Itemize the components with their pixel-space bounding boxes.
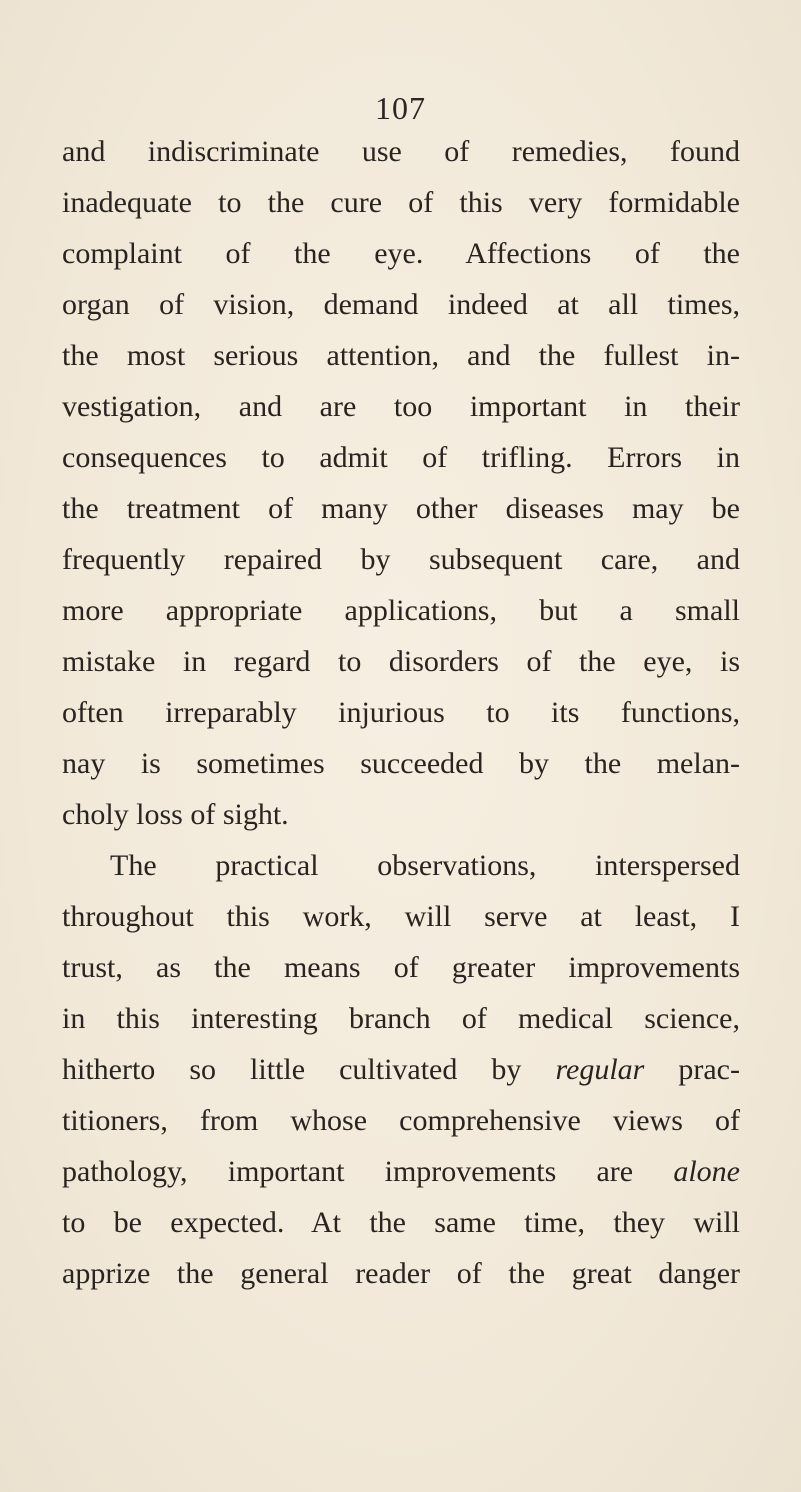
italic-text: alone <box>673 1155 740 1188</box>
text-segment: trust, as the means of greater improvements <box>62 951 740 984</box>
text-line <box>62 891 740 942</box>
text-line <box>62 1146 740 1197</box>
text-line <box>62 789 740 840</box>
text-line <box>62 1044 740 1095</box>
text-segment: more appropriate applications, but a small <box>62 594 740 627</box>
text-segment: apprize the general reader of the great danger <box>62 1257 740 1290</box>
text-segment: the treatment of many other diseases may be <box>62 492 740 525</box>
text-line <box>62 381 740 432</box>
text-segment: and indiscriminate use of remedies, found <box>62 135 740 168</box>
text-line <box>62 840 740 891</box>
text-line <box>62 483 740 534</box>
body-text <box>62 126 740 1299</box>
text-line <box>62 942 740 993</box>
italic-text: regular <box>555 1053 645 1086</box>
text-segment: complaint of the eye. Affections of the <box>62 237 740 270</box>
text-line <box>62 228 740 279</box>
text-segment: frequently repaired by subsequent care, and <box>62 543 740 576</box>
text-segment: nay is sometimes succeeded by the melan- <box>62 747 740 780</box>
text-line <box>62 330 740 381</box>
text-segment: titioners, from whose comprehensive views of <box>62 1104 740 1137</box>
text-segment: hitherto so little cultivated by <box>62 1053 556 1086</box>
text-segment: vestigation, and are too important in their <box>62 390 740 423</box>
text-line <box>62 636 740 687</box>
text-segment: the most serious attention, and the fullest in- <box>62 339 740 372</box>
text-segment: choly loss of sight. <box>62 798 289 831</box>
text-segment: inadequate to the cure of this very formidable <box>62 186 740 219</box>
text-line <box>62 279 740 330</box>
text-segment: to be expected. At the same time, they will <box>62 1206 740 1239</box>
text-line <box>62 1095 740 1146</box>
text-line <box>62 126 740 177</box>
text-line <box>62 432 740 483</box>
text-line <box>62 177 740 228</box>
text-line <box>62 585 740 636</box>
text-line <box>62 687 740 738</box>
text-segment: often irreparably injurious to its functions, <box>62 696 740 729</box>
text-segment: prac- <box>644 1053 740 1086</box>
text-segment: consequences to admit of trifling. Errors in <box>62 441 740 474</box>
page-number: 107 <box>375 90 426 126</box>
text-segment: in this interesting branch of medical science, <box>62 1002 740 1035</box>
text-line <box>62 1248 740 1299</box>
text-line <box>62 993 740 1044</box>
text-segment: pathology, important improvements are <box>62 1155 674 1188</box>
text-segment: mistake in regard to disorders of the eye, is <box>62 645 740 678</box>
text-line <box>62 738 740 789</box>
text-segment: The practical observations, interspersed <box>110 849 740 882</box>
text-segment: organ of vision, demand indeed at all times, <box>62 288 740 321</box>
text-line <box>62 1197 740 1248</box>
text-segment: throughout this work, will serve at least, I <box>62 900 740 933</box>
text-line <box>62 534 740 585</box>
